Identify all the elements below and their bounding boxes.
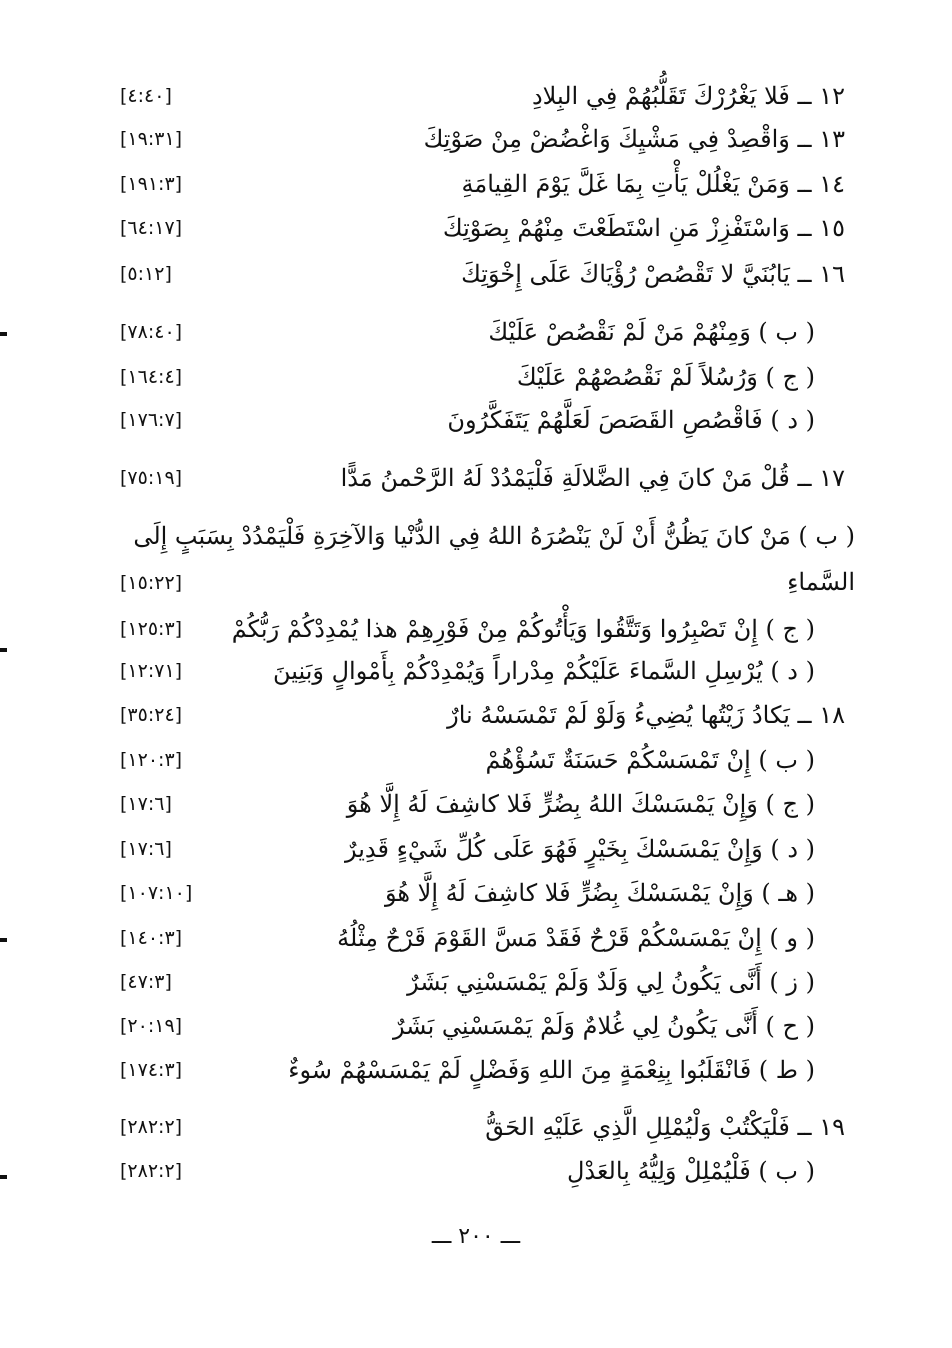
verse-line <box>100 400 860 440</box>
verse-text: ( ج ) إِنْ تَصْبِرُوا وَتَتَّقُوا وَيَأْتُوكُمْ مِنْ فَوْرِهِمْ هذا يُمْدِدْكُمْ رَبُّكُمْ <box>231 615 815 643</box>
verse-reference: [١٤٠:٣] <box>120 927 183 949</box>
verse-reference: [١٧:٦] <box>120 838 172 860</box>
verse-text: ١٧ ــ قُلْ مَنْ كانَ فِي الضَّلالَةِ فَلْيَمْدُدْ لَهُ الرَّحْمنُ مَدًّا <box>340 464 845 492</box>
verse-text: ( و ) إِنْ يَمْسَسْكُمْ قَرْحٌ فَقَدْ مَسَّ القَوْمَ قَرْحٌ مِثْلُهُ <box>337 924 815 952</box>
verse-reference: [٧٨:٤٠] <box>120 321 183 343</box>
verse-line <box>100 1151 860 1191</box>
verse-reference: [١٧٤:٣] <box>120 1059 183 1081</box>
verse-text: ( ط ) فَانْقَلَبُوا بِنِعْمَةٍ مِنَ اللهِ وَفَضْلٍ لَمْ يَمْسَسْهُمْ سُوءٌ <box>288 1056 815 1084</box>
verse-line <box>100 254 860 294</box>
verse-reference: [١٥:٢٢] <box>120 572 183 594</box>
verse-reference: [٢٠:١٩] <box>120 1015 183 1037</box>
verse-line <box>100 164 860 204</box>
verse-text: ( د ) وَإِنْ يَمْسَسْكَ بِخَيْرٍ فَهُوَ عَلَى كُلِّ شَيْءٍ قَدِيرٌ <box>344 835 815 863</box>
verse-line <box>100 962 860 1002</box>
verse-text: ( ب ) وَمِنْهُمْ مَنْ لَمْ نَقْصُصْ عَلَيْكَ <box>488 318 815 346</box>
verse-text: ( هـ ) وَإِنْ يَمْسَسْكَ بِضُرٍّ فَلا كاشِفَ لَهُ إِلَّا هُوَ <box>385 879 815 907</box>
verse-text: ١٤ ــ وَمَنْ يَغْلُلْ يَأْتِ بِمَا غَلَّ يَوْمَ القِيامَةِ <box>461 170 845 198</box>
verse-reference: [١٦٤:٤] <box>120 366 183 388</box>
verse-line <box>100 1050 860 1090</box>
verse-line <box>100 1107 860 1147</box>
page-number: ـــ ٢٠٠ ـــ <box>431 1224 521 1249</box>
verse-line <box>100 563 860 603</box>
verse-line <box>100 740 860 780</box>
margin-mark <box>0 938 7 942</box>
verse-line <box>100 458 860 498</box>
verse-line <box>100 312 860 352</box>
verse-reference: [٢٨٢:٢] <box>120 1116 183 1138</box>
verse-reference: [١٩١:٣] <box>120 173 183 195</box>
verse-reference: [٤:٤٠] <box>120 85 172 107</box>
verse-text: ١٩ ــ فَلْيَكْتُبْ وَلْيُمْلِلِ الَّذِي عَلَيْهِ الحَقُّ <box>485 1113 845 1141</box>
verse-text: ١٣ ــ وَاقْصِدْ فِي مَشْيِكَ وَاغْضُضْ مِنْ صَوْتِكَ <box>423 125 845 153</box>
verse-line <box>100 119 860 159</box>
verse-line <box>100 609 860 649</box>
verse-text: ( ب ) فَلْيُمْلِلْ وَلِيُّهُ بِالعَدْلِ <box>566 1157 815 1185</box>
verse-reference: [١٧:٦] <box>120 793 172 815</box>
margin-mark <box>0 648 7 652</box>
verse-line <box>100 695 860 735</box>
verse-reference: [١٠٧:١٠] <box>120 882 193 904</box>
verse-line <box>100 784 860 824</box>
verse-reference: [٧٥:١٩] <box>120 467 183 489</box>
verse-line <box>100 651 860 691</box>
verse-reference: [١٩:٣١] <box>120 128 183 150</box>
verse-text: ١٥ ــ وَاسْتَفْزِزْ مَنِ اسْتَطَعْتَ مِنْهُمْ بِصَوْتِكَ <box>442 214 845 242</box>
verse-line <box>100 76 860 116</box>
verse-text: ١٦ ــ يَابُنَيَّ لا تَقْصُصْ رُؤْيَاكَ عَلَى إِخْوَتِكَ <box>461 260 845 288</box>
verse-text-multiline: ( ب ) مَنْ كانَ يَظُنُّ أَنْ لَنْ يَنْصُرَهُ اللهُ فِي الدُّنْيا وَالآخِرَةِ فَلْيَمْدُدْ بِسَبَبٍ إِلَى السَّماءِ <box>133 522 855 596</box>
verse-line <box>100 873 860 913</box>
verse-text: ( د ) فَاقْصُصِ القَصَصَ لَعَلَّهُمْ يَتَفَكَّرُونَ <box>447 406 815 434</box>
verse-line <box>100 208 860 248</box>
verse-reference: [١٢:٧١] <box>120 660 183 682</box>
margin-mark <box>0 332 7 336</box>
verse-line <box>100 918 860 958</box>
verse-line <box>100 829 860 869</box>
verse-reference: [٣٥:٢٤] <box>120 704 183 726</box>
verse-reference: [٦٤:١٧] <box>120 217 183 239</box>
verse-reference: [٤٧:٣] <box>120 971 172 993</box>
verse-reference: [٥:١٢] <box>120 263 172 285</box>
verse-text: ١٨ ــ يَكادُ زَيْتُها يُضِيءُ وَلَوْ لَمْ تَمْسَسْهُ نارٌ <box>447 701 845 729</box>
verse-text: ١٢ ــ فَلا يَغْرُرْكَ تَقَلُّبُهُمْ فِي البِلادِ <box>531 82 845 110</box>
margin-mark <box>0 1175 7 1179</box>
verse-text: ( د ) يُرْسِلِ السَّماءَ عَلَيْكُمْ مِدْراراً وَيُمْدِدْكُمْ بِأَمْوالٍ وَبَنِينَ <box>272 657 815 685</box>
verse-text: ( ب ) إِنْ تَمْسَسْكُمْ حَسَنَةٌ تَسُؤْهُمْ <box>485 746 815 774</box>
verse-text: ( ح ) أَنَّى يَكُونُ لِي غُلامٌ وَلَمْ يَمْسَسْنِي بَشَرٌ <box>392 1012 815 1040</box>
verse-reference: [٢٨٢:٢] <box>120 1160 183 1182</box>
verse-text: ( ج ) وَرُسُلاً لَمْ نَقْصُصْهُمْ عَلَيْكَ <box>516 363 815 391</box>
verse-reference: [١٧٦:٧] <box>120 409 183 431</box>
verse-reference: [١٢٥:٣] <box>120 618 183 640</box>
verse-text: ( ج ) وَإِنْ يَمْسَسْكَ اللهُ بِضُرٍّ فَلا كاشِفَ لَهُ إِلَّا هُوَ <box>346 790 815 818</box>
verse-line <box>100 357 860 397</box>
verse-reference: [١٢٠:٣] <box>120 749 183 771</box>
verse-line <box>100 1006 860 1046</box>
verse-text: ( ز ) أَنَّى يَكُونُ لِي وَلَدٌ وَلَمْ يَمْسَسْنِي بَشَرٌ <box>407 968 815 996</box>
